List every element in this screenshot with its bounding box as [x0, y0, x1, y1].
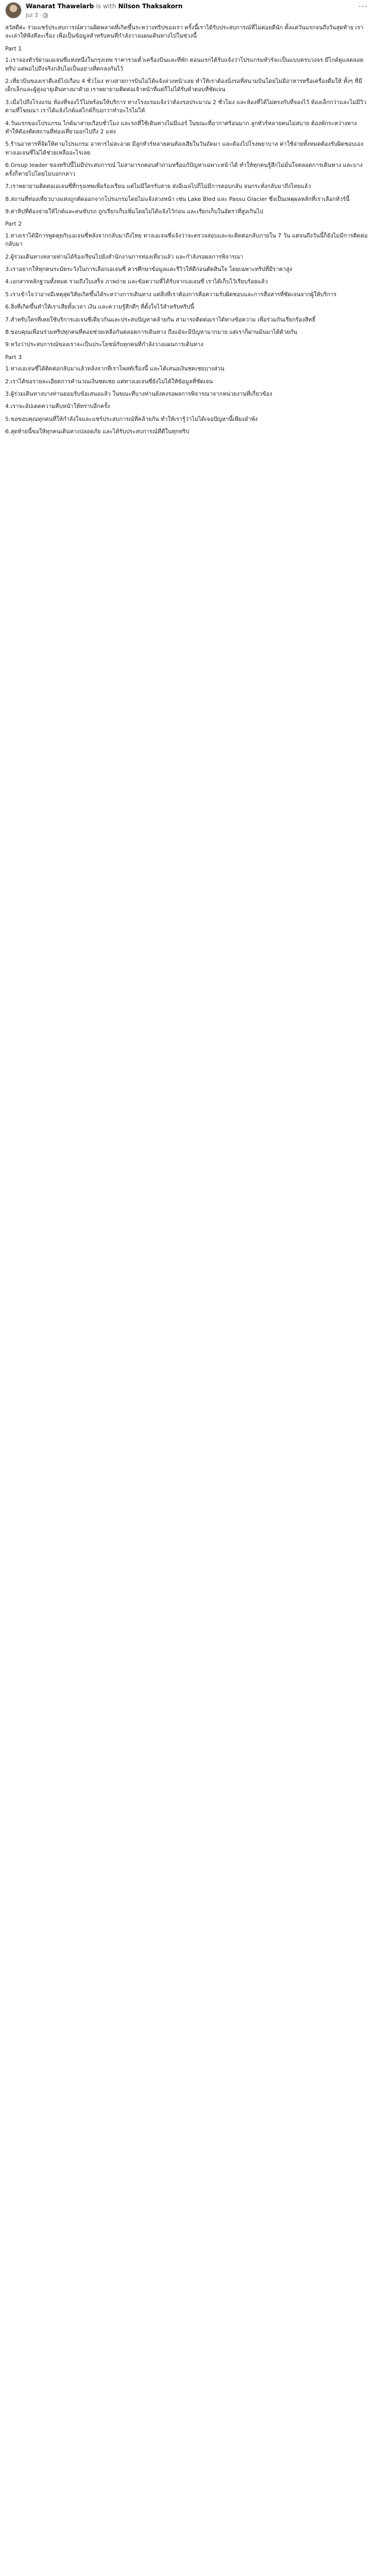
paragraph: 8.สถานที่ท่องเที่ยวบางแห่งถูกตัดออกจากโปรแกรมโดยไม่แจ้งล่วงหน้า เช่น Lake Bled และ Passu Glacier ซึ่งเป็นเหตุผลหลักที่เราเลือกทัวร์นี้ [5, 195, 350, 202]
with-text: is with [96, 3, 116, 10]
author-line [26, 2, 182, 10]
avatar[interactable] [5, 2, 22, 19]
author-name[interactable]: Wanarat Thawelarb [26, 3, 94, 10]
tagged-name[interactable]: Nilson Thaksakorn [118, 3, 183, 10]
paragraph: 9.ค่าทิปที่ต้องจ่ายให้ไกด์และคนขับรถ ถูกเรียกเก็บเพิ่มโดยไม่ได้แจ้งไว้ก่อน และเรียกเก็บในอัตราที่สูงเกินไป [5, 208, 263, 215]
paragraph: 1.เราจองทัวร์ผ่านเอเจนซี่แห่งหนึ่งในกรุงเทพ ราคารวมตั๋วเครื่องบินและที่พัก ตอนแรกได้รับแจ้งว่าโปรแกรมทัวร์จะเป็นแบบครบวงจร มีไกด์ดูแลตลอดทริป แต่พอไปถึงจริงกลับไม่เป็นอย่างที่ตกลงกันไว้ [5, 57, 364, 72]
paragraph: 3.ผู้ร่วมเดินทางบางท่านยอมรับข้อเสนอแล้ว ในขณะที่บางท่านยังคงรอผลการพิจารณาจากหน่วยงานที่เกี่ยวข้อง [5, 391, 273, 397]
paragraph: 2.ผู้ร่วมเดินทางหลายท่านได้ร้องเรียนไปยังสำนักงานการท่องเที่ยวแล้ว และกำลังรอผลการพิจารณา [5, 253, 244, 260]
paragraph: 6.สุดท้ายนี้ขอให้ทุกคนเดินทางปลอดภัย และได้รับประสบการณ์ที่ดีในทุกทริป [5, 428, 190, 435]
section-heading: Part 1 [5, 45, 22, 52]
meta-line: Jul 3 · [26, 11, 182, 20]
paragraph: 4.วันแรกของโปรแกรม ไกด์มาสายเกือบชั่วโมง และรถที่ใช้เดินทางไม่มีแอร์ ในขณะที่อากาศร้อนมาก ลูกทัวร์หลายคนไม่สบาย ต้องพักระหว่างทาง ทำให้ต้องตัดสถานที่ท่องเที่ยวออกไปถึง 2 แห่ง [5, 120, 357, 135]
paragraph: 5.ร้านอาหารที่จัดให้ตามโปรแกรม อาหารไม่สะอาด มีลูกทัวร์หลายคนท้องเสียในวันถัดมา และต้องไปโรงพยาบาล ค่าใช้จ่ายทั้งหมดต้องรับผิดชอบเอง ทางเอเจนซี่ไม่ได้ช่วยเหลืออะไรเลย [5, 141, 364, 156]
paragraph: 6.สิ่งที่เกิดขึ้นทำให้เราเสียทั้งเวลา เงิน และความรู้สึกดีๆ ที่ตั้งใจไว้สำหรับทริปนี้ [5, 303, 194, 311]
paragraph: 1.ทางเราได้มีการพูดคุยกับเอเจนซี่หลังจากกลับมาถึงไทย ทางเอเจนซี่แจ้งว่าจะตรวจสอบและจะติดต่อกลับภายใน 7 วัน แต่จนถึงวันนี้ก็ยังไม่มีการติดต่อกลับมา [5, 232, 368, 248]
paragraph: 6.Group leader ของทริปนี้ไม่มีประสบการณ์ ไม่สามารถตอบคำถามหรือแก้ปัญหาเฉพาะหน้าได้ ทำให้ทุกคนรู้สึกไม่มั่นใจตลอดการเดินทาง และบางครั้งก็หายไปโดยไม่บอกกล่าว [5, 162, 363, 177]
paragraph: 7.สำหรับใครที่เคยใช้บริการเอเจนซี่เดียวกันและประสบปัญหาคล้ายกัน สามารถติดต่อเราได้ทางข้อความ เพื่อร่วมกันเรียกร้องสิทธิ์ [5, 316, 316, 323]
paragraph: 5.ขอขอบคุณทุกคนที่ให้กำลังใจและแชร์ประสบการณ์ที่คล้ายกัน ทำให้เรารู้ว่าไม่ได้เจอปัญหานี้เพียงลำพัง [5, 415, 258, 422]
paragraph: 9.หวังว่าประสบการณ์ของเราจะเป็นประโยชน์กับทุกคนที่กำลังวางแผนการเดินทาง [5, 341, 203, 348]
paragraph: 4.เอกสารหลักฐานทั้งหมด รวมถึงใบเสร็จ ภาพถ่าย และข้อความที่ได้รับจากเอเจนซี่ เราได้เก็บไว้เรียบร้อยแล้ว [5, 278, 268, 285]
post-header [0, 0, 374, 25]
post-date[interactable]: Jul 3 [26, 12, 38, 19]
paragraph: 5.เราเข้าใจว่าอาจมีเหตุสุดวิสัยเกิดขึ้นได้ระหว่างการเดินทาง แต่สิ่งที่เราต้องการคือความรับผิดชอบและการสื่อสารที่ชัดเจนจากผู้ให้บริการ [5, 291, 337, 298]
paragraph: 3.เมื่อไปถึงโรงแรม ห้องที่จองไว้ไม่พร้อมให้บริการ ทางโรงแรมแจ้งว่าต้องรอประมาณ 2 ชั่วโมง และห้องที่ได้ไม่ตรงกับที่จองไว้ ห้องเล็กกว่าและไม่มีวิวตามที่โฆษณา เราได้แจ้งไกด์แต่ไกด์ก็บอกว่าทำอะไรไม่ได้ [5, 98, 367, 114]
paragraph: 2.เที่ยวบินของเราดีเลย์ไปเกือบ 4 ชั่วโมง ทางสายการบินไม่ได้แจ้งล่วงหน้าเลย ทำให้เราต้องนั่งรอที่สนามบินโดยไม่มีอาหารหรือเครื่องดื่มให้ ทั้งๆ ที่มีเด็กเล็กและผู้สูงอายุเดินทางมาด้วย เราพยายามติดต่อเจ้าหน้าที่แต่ก็ไม่ได้รับคำตอบที่ชัดเจน [5, 78, 362, 93]
paragraph: 8.ขอบคุณเพื่อนร่วมทริปทุกคนที่คอยช่วยเหลือกันตลอดการเดินทาง ถึงแม้จะมีปัญหามากมาย แต่เราก็ผ่านมันมาได้ด้วยกัน [5, 328, 297, 335]
paragraph: 3.เราอยากให้ทุกคนระมัดระวังในการเลือกเอเจนซี่ ควรศึกษาข้อมูลและรีวิวให้ดีก่อนตัดสินใจ โดยเฉพาะทริปที่มีราคาสูง [5, 265, 293, 273]
ellipsis-icon[interactable]: ··· [358, 2, 368, 11]
paragraph: 1.ทางเอเจนซี่ได้ติดต่อกลับมาแล้วหลังจากที่เราโพสต์เรื่องนี้ และได้เสนอเงินชดเชยบางส่วน [5, 365, 225, 372]
globe-icon [43, 13, 48, 18]
paragraph: 2.เราได้ขอรายละเอียดการคำนวณเงินชดเชย แต่ทางเอเจนซี่ยังไม่ได้ให้ข้อมูลที่ชัดเจน [5, 378, 213, 385]
paragraph: 4.เราจะอัปเดตความคืบหน้าให้ทราบอีกครั้ง [5, 403, 110, 410]
section-heading: Part 2 [5, 221, 22, 228]
section-heading: Part 3 [5, 353, 22, 361]
header-text [26, 2, 182, 20]
post-body [5, 24, 369, 440]
paragraph: สวัสดีค่ะ ร่วมแชร์ประสบการณ์ความผิดพลาดที่เกิดขึ้นระหว่างทริปของเรา ครั้งนี้เราได้รับประสบการณ์ที่ไม่ค่อยดีนัก ตั้งแต่วันแรกจนถึงวันสุดท้าย เราจะเล่าให้ฟังทีละเรื่อง เพื่อเป็นข้อมูลสำหรับคนที่กำลังวางแผนเดินทางไปในช่วงนี้ [5, 24, 364, 40]
paragraph: 7.เราพยายามติดต่อเอเจนซี่ที่กรุงเทพเพื่อร้องเรียน แต่ไม่มีใครรับสาย ส่งอีเมลไปก็ไม่มีการตอบกลับ จนกระทั่งกลับมาถึงไทยแล้ว [5, 183, 311, 190]
